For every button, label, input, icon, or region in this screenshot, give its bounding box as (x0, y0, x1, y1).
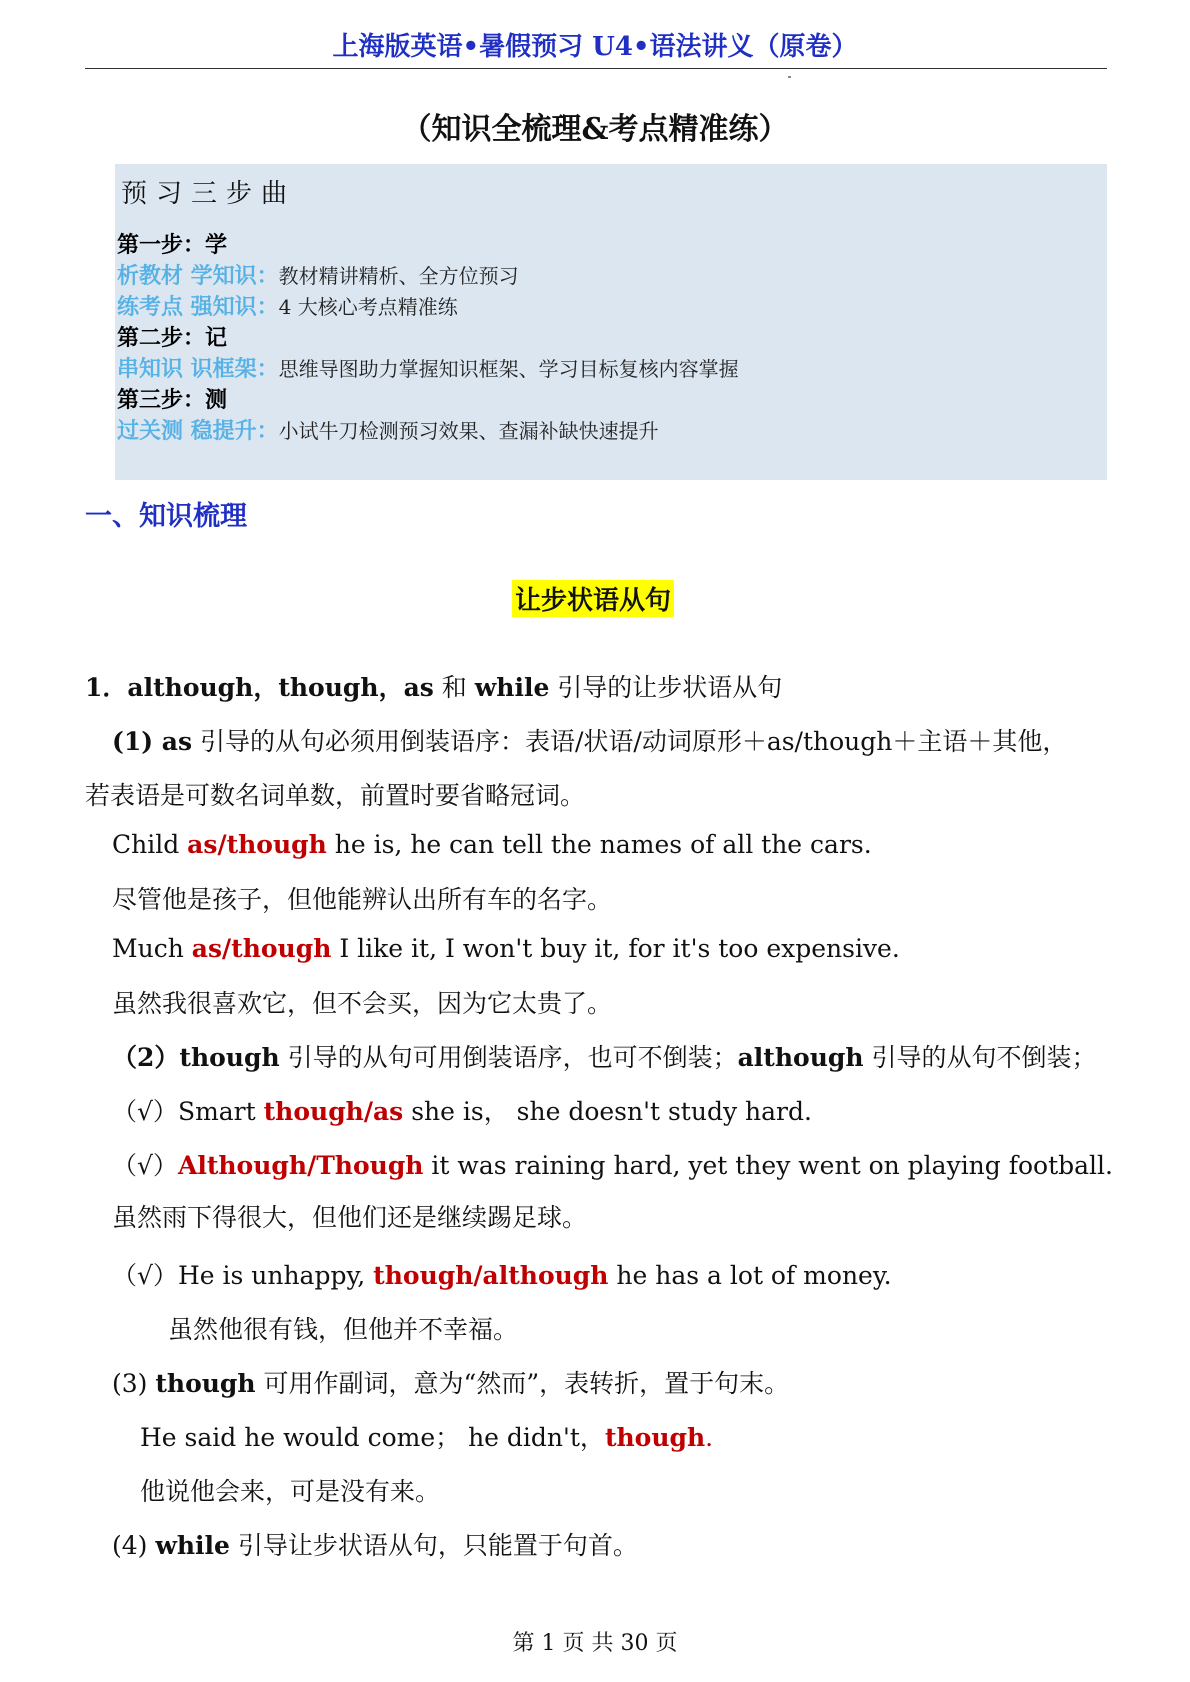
rule-3-text: 可用作副词，意为“然而”，表转折，置于句末。 (255, 1369, 790, 1398)
example-2-post: I like it, I won't buy it, for it's too expensive. (331, 934, 900, 963)
point-1-and: 和 (433, 673, 475, 702)
rule-1-line (112, 722, 1067, 758)
example-3-pre: Smart (177, 1097, 264, 1126)
example-2-translation: 虽然我很喜欢它，但不会买，因为它太贵了。 (112, 989, 613, 1018)
example-5-translation: 虽然他很有钱，但他并不幸福。 (168, 1315, 519, 1344)
topic-title: 让步状语从句 (512, 580, 674, 617)
step1-a-line (117, 259, 519, 287)
step1-b-key: 练考点 强知识： (117, 294, 279, 320)
rule-1-continuation: 若表语是可数名词单数，前置时要省略冠词。 (85, 781, 586, 810)
rule-2-mid: 引导的从句可用倒装语序，也可不倒装； (279, 1043, 738, 1072)
step3-key: 过关测 稳提升： (117, 418, 279, 444)
rule-3-word: though (155, 1369, 256, 1398)
example-1-key: as/though (187, 830, 327, 859)
section-heading: 一、知识梳理 (85, 501, 247, 532)
example-6 (140, 1418, 713, 1454)
steps-title: 预习三步曲 (121, 179, 297, 209)
example-6-pre: He said he would come； he didn't， (140, 1423, 605, 1452)
page-footer: 第 1 页 共 30 页 (512, 1631, 678, 1656)
point-1-rest: 引导的让步状语从句 (549, 673, 783, 702)
point-1-number: 1． (85, 673, 128, 702)
preview-steps-box (115, 164, 1107, 480)
step1-b-desc: 4 大核心考点精准练 (278, 295, 458, 319)
step2-heading: 第二步：记 (117, 325, 228, 351)
step2-line (117, 352, 739, 380)
step3-heading: 第三步：测 (117, 387, 228, 413)
header-dot (788, 76, 791, 78)
rule-4-line (112, 1526, 638, 1562)
example-5-key: though/although (373, 1261, 609, 1290)
point-1-words: although，though，as (127, 673, 434, 702)
example-3-mark: （√） (112, 1097, 178, 1126)
rule-2-label: （2）though (112, 1043, 280, 1072)
example-1-translation: 尽管他是孩子，但他能辨认出所有车的名字。 (112, 885, 613, 914)
example-5-post: he has a lot of money. (608, 1261, 892, 1290)
rule-1-text: 引导的从句必须用倒装语序：表语/状语/动词原形＋as/though＋主语＋其他， (192, 727, 1068, 756)
example-5 (112, 1256, 892, 1292)
rule-4-word: while (155, 1531, 230, 1560)
example-2-pre: Much (112, 934, 192, 963)
point-1-heading (85, 668, 782, 704)
example-1 (112, 830, 872, 859)
example-3-post: she is， she doesn't study hard. (403, 1097, 812, 1126)
point-1-while: while (474, 673, 550, 702)
example-2-key: as/though (191, 934, 332, 963)
step2-key: 串知识 识框架： (117, 356, 279, 382)
step1-b-line (117, 290, 458, 318)
step1-a-key: 析教材 学知识： (117, 263, 279, 289)
rule-3-line (112, 1364, 789, 1400)
step1-a-desc: 教材精讲精析、全方位预习 (278, 264, 519, 288)
example-5-pre: He is unhappy, (177, 1261, 374, 1290)
step1-heading: 第一步：学 (117, 232, 228, 258)
example-3-key: though/as (263, 1097, 404, 1126)
step1-heading-line (117, 228, 227, 256)
example-4 (112, 1146, 1113, 1182)
header-title: 上海版英语•暑假预习 U4•语法讲义（原卷） (332, 32, 858, 62)
example-2 (112, 934, 900, 963)
step2-desc: 思维导图助力掌握知识框架、学习目标复核内容掌握 (278, 357, 739, 381)
example-4-translation: 虽然雨下得很大，但他们还是继续踢足球。 (112, 1203, 588, 1232)
header-rule (85, 68, 1107, 69)
example-1-post: he is, he can tell the names of all the cars. (326, 830, 872, 859)
rule-2-although: although (737, 1043, 864, 1072)
example-6-dot: . (705, 1423, 714, 1452)
rule-2-line (112, 1038, 1096, 1074)
step2-heading-line (117, 321, 227, 349)
step3-desc: 小试牛刀检测预习效果、查漏补缺快速提升 (278, 419, 659, 443)
example-6-key: though (604, 1423, 706, 1452)
example-5-mark: （√） (112, 1261, 178, 1290)
page-subtitle: （知识全梳理&考点精准练） (401, 112, 789, 147)
rule-4-text: 引导让步状语从句，只能置于句首。 (229, 1531, 638, 1560)
example-6-translation: 他说他会来，可是没有来。 (140, 1477, 441, 1506)
example-4-mark: （√） (112, 1151, 178, 1180)
example-3 (112, 1092, 812, 1128)
step3-heading-line (117, 383, 227, 411)
example-4-post: it was raining hard, yet they went on playing football. (423, 1151, 1113, 1180)
rule-3-label: (3) (112, 1369, 156, 1398)
rule-1-label: (1) as (112, 727, 193, 756)
example-4-key: Although/Though (177, 1151, 424, 1180)
rule-2-end: 引导的从句不倒装； (863, 1043, 1097, 1072)
example-1-pre: Child (112, 830, 188, 859)
step3-line (117, 414, 659, 442)
rule-4-label: (4) (112, 1531, 156, 1560)
